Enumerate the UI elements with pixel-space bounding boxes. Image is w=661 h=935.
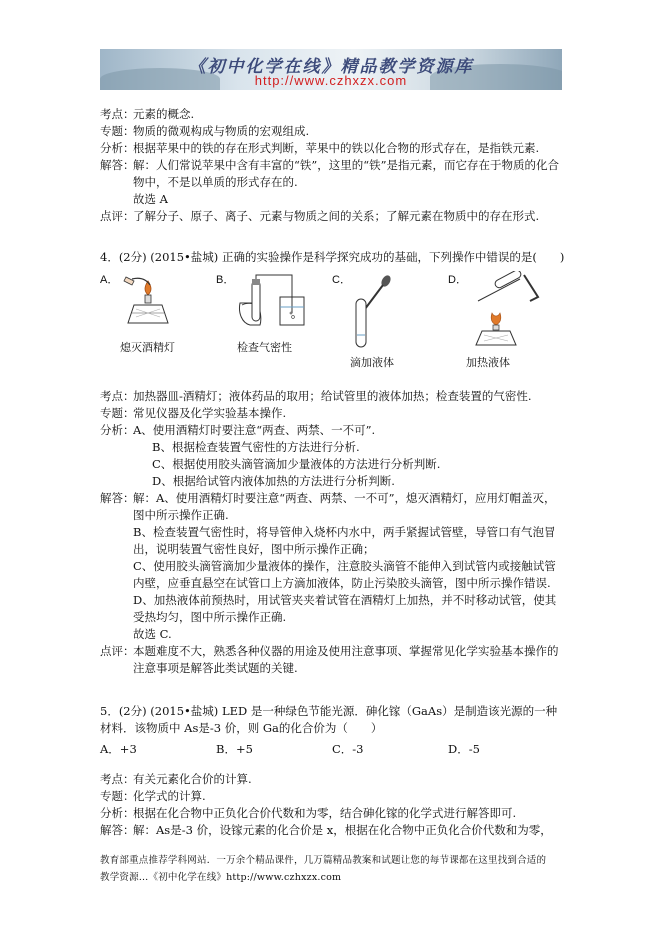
q4-jieda-line: 受热均匀，图中所示操作正确. xyxy=(133,610,287,624)
footer-line: 教学资源…《初中化学在线》http://www.czhxzx.com xyxy=(100,872,342,883)
option-b-letter: B． xyxy=(216,274,235,286)
q4-jieda-line: 内壁，应垂直悬空在试管口上方滴加液体，防止污染胶头滴管，图中所示操作错误. xyxy=(133,576,551,590)
q3-answer xyxy=(100,106,570,225)
banner-title: 《初中化学在线》精品教学资源库 xyxy=(188,57,474,77)
q4-answer xyxy=(100,388,570,677)
choice-b: B．+5 xyxy=(216,742,253,756)
q4-fenxi-line: C、根据使用胶头滴管滴加少量液体的方法进行分析判断. xyxy=(152,457,441,471)
banner-url[interactable]: http://www.czhxzx.com xyxy=(254,73,408,88)
option-a-caption: 熄灭酒精灯 xyxy=(120,341,175,354)
alcohol-lamp-extinguish-icon xyxy=(118,275,178,333)
q3-dianping: 点评： 了解分子、原子、离子、元素与物质之间的关系；了解元素在物质中的存在形式. xyxy=(100,209,540,223)
q3-fenxi: 分析： 根据苹果中的铁的存在形式判断，苹果中的铁以化合物的形式存在，是指铁元素. xyxy=(100,141,540,155)
q4-jieda-line: D、加热液体前预热时，用试管夹夹着试管在酒精灯上加热，并不时移动试管，使其 xyxy=(133,593,557,607)
q3-zhuanti: 专题： 物质的微观构成与物质的宏观组成. xyxy=(100,124,310,138)
q4-options xyxy=(100,271,570,371)
q5-choices xyxy=(100,741,570,758)
q4-jieda-line: 出，说明装置气密性良好，图中所示操作正确； xyxy=(133,542,375,556)
choice-a: A．+3 xyxy=(100,742,137,756)
q4-jieda-line: 故选 C. xyxy=(133,627,172,641)
page-footer xyxy=(100,852,570,886)
q4-dianping-line: 注意事项是解答此类试题的关键. xyxy=(133,661,298,675)
option-d-caption: 加热液体 xyxy=(466,356,510,369)
dropper-into-test-tube-icon xyxy=(348,273,404,351)
q4-jieda-line: C、使用胶头滴管滴加少量液体的操作，注意胶头滴管不能伸入到试管内或接触试管 xyxy=(133,559,556,573)
q4-fenxi: 分析： A、使用酒精灯时要注意“两查、两禁、一不可”. xyxy=(100,423,376,437)
q4-fenxi-line: D、根据给试管内液体加热的方法进行分析判断. xyxy=(152,474,395,488)
option-c-caption: 滴加液体 xyxy=(350,356,394,369)
q3-jieda-line: 物中，不是以单质的形式存在的. xyxy=(133,175,298,189)
q4-jieda: 解答： 解：A、使用酒精灯时要注意“两查、两禁、一不可”，熄灭酒精灯，应用灯帽盖灭， xyxy=(100,491,556,505)
q4-kaodian: 考点： 加热器皿-酒精灯；液体药品的取用；给试管里的液体加热；检查装置的气密性. xyxy=(100,389,532,403)
header-banner xyxy=(100,49,562,90)
q5-stem: 5．(2分) (2015•盐城) LED 是一种绿色节能光源．砷化镓（GaAs）是制造该光源的一种 材料．该物质中 As是-3 价，则 Ga的化合价为（ ） xyxy=(100,704,558,735)
airtightness-check-icon xyxy=(232,273,312,333)
q5-answer xyxy=(100,771,570,839)
option-b-caption: 检查气密性 xyxy=(237,341,292,354)
q3-jieda: 解答： 解：人们常说苹果中含有丰富的“铁”，这里的“铁”是指元素，而它存在于物质的化合 xyxy=(100,158,560,172)
q4-zhuanti: 专题： 常见仪器及化学实验基本操作. xyxy=(100,406,287,420)
q4-stem: 4．(2分) (2015•盐城) 正确的实验操作是科学探究成功的基础，下列操作中错误的是( ) xyxy=(100,250,565,264)
option-c-letter: C． xyxy=(332,274,351,286)
option-a-letter: A． xyxy=(100,274,119,286)
footer-line: 教育部重点推荐学科网站．一万余个精品课件，几万篇精品教案和试题让您的每节课都在这里找到合适的 xyxy=(100,855,547,866)
q5-fenxi: 分析： 根据在化合物中正负化合价代数和为零，结合砷化镓的化学式进行解答即可. xyxy=(100,806,517,820)
q5-jieda: 解答： 解：As是-3 价，设镓元素的化合价是 x，根据在化合物中正负化合价代数和为零， xyxy=(100,823,552,837)
choice-c: C．-3 xyxy=(332,742,364,756)
choice-d: D．-5 xyxy=(448,742,480,756)
q4-dianping: 点评： 本题难度不大，熟悉各种仪器的用途及使用注意事项、掌握常见化学实验基本操作的 xyxy=(100,644,559,658)
q4-jieda-line: 图中所示操作正确. xyxy=(133,508,229,522)
q3-jieda-line: 故选 A xyxy=(133,192,168,206)
option-d-letter: D． xyxy=(448,274,467,286)
q4-fenxi-line: B、根据检查装置气密性的方法进行分析. xyxy=(152,440,360,454)
q3-kaodian: 考点： 元素的概念. xyxy=(100,107,195,121)
q4-jieda-line: B、检查装置气密性时，将导管伸入烧杯内水中，两手紧握试管壁，导管口有气泡冒 xyxy=(133,525,556,539)
heating-liquid-icon xyxy=(464,271,544,351)
q5-kaodian: 考点： 有关元素化合价的计算. xyxy=(100,772,252,786)
q5-zhuanti: 专题： 化学式的计算. xyxy=(100,789,206,803)
